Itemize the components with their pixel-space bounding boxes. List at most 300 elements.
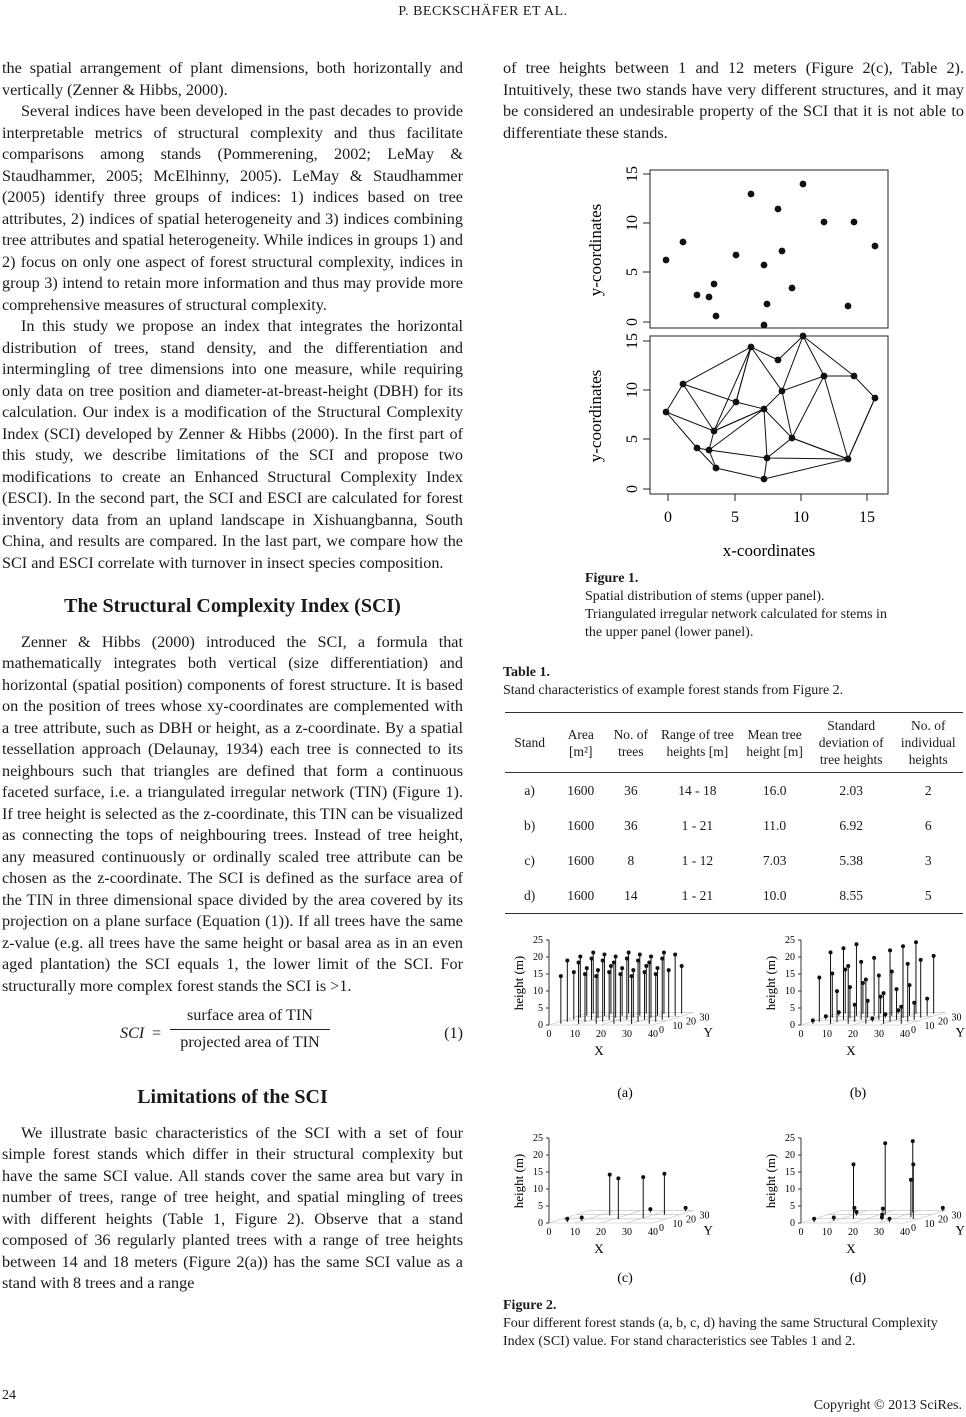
tick-label: 5 — [790, 1003, 795, 1014]
stem-top — [817, 976, 821, 980]
tick-label: 0 — [538, 1020, 543, 1031]
stem-top — [853, 1003, 857, 1007]
tick-label: 20 — [785, 1150, 795, 1161]
stem-top — [578, 954, 582, 958]
table-cell: d) — [505, 878, 554, 914]
stem-top — [627, 950, 631, 954]
table-row — [505, 773, 963, 809]
z-axis-label: height (m) — [763, 1153, 778, 1209]
tick-label: 15 — [859, 509, 875, 526]
grid-line — [853, 1210, 894, 1223]
tick-label: 20 — [848, 1029, 858, 1040]
stem-top — [880, 1213, 884, 1217]
table-cell: b) — [524, 817, 536, 833]
stem-top — [655, 966, 659, 970]
tick-label: 25 — [533, 1133, 543, 1144]
stem-top — [841, 946, 845, 950]
table-cell: 14 - 18 — [678, 782, 717, 798]
tick-label: 40 — [648, 1029, 658, 1040]
tick-label: 0 — [790, 1020, 795, 1031]
paragraph: of tree heights between 1 and 12 meters (Figure 2(c), Table 2). Intuitively, these two stands have very different structures, and it may be considered an undesirable property of the SCI that it is not able to differentiate these stands. — [503, 59, 964, 142]
stem-top — [643, 970, 647, 974]
equation-fraction — [170, 1005, 330, 1053]
table-cell: 16.0 — [762, 782, 787, 798]
grid-line — [801, 1012, 842, 1025]
tick-label: 10 — [672, 1218, 683, 1230]
stem-point — [764, 455, 771, 462]
stem-top — [594, 974, 598, 978]
stem-point — [761, 476, 768, 483]
stem-point — [680, 239, 687, 246]
tick-label: 20 — [785, 952, 795, 963]
table-cell: 1 - 21 — [654, 878, 740, 914]
column-header: No. of individual heights — [893, 713, 963, 773]
tick-label: 20 — [596, 1227, 606, 1238]
stem-top — [673, 952, 677, 956]
tick-label: 20 — [533, 952, 543, 963]
grid-line — [549, 1012, 590, 1025]
stem-point — [789, 435, 796, 442]
stem-top — [649, 954, 653, 958]
lower-y-ticks — [643, 341, 650, 489]
stem-top — [565, 959, 569, 963]
stem-top — [859, 960, 863, 964]
tick-label: 0 — [798, 1029, 804, 1040]
stem-point — [761, 406, 768, 413]
caption-title: Figure 1. — [585, 571, 639, 586]
stem-top — [601, 959, 605, 963]
tick-label: 5 — [624, 268, 641, 276]
stem-point — [845, 303, 852, 310]
tick-label: 10 — [793, 509, 809, 526]
stem-top — [911, 1162, 915, 1166]
tick-label: 10 — [785, 1184, 795, 1195]
column-header: Standard deviation of tree heights — [809, 713, 894, 773]
tick-label: 30 — [951, 1012, 962, 1024]
stem-point — [733, 399, 740, 406]
table-cell: 8.55 — [809, 878, 894, 914]
table-cell: 2 — [924, 782, 932, 798]
stem-top — [912, 1001, 916, 1005]
column-header: Mean tree height [m] — [740, 713, 809, 773]
copyright: Copyright © 2013 SciRes. — [813, 1398, 962, 1413]
table-row — [505, 843, 963, 878]
stem-top — [932, 954, 936, 958]
stem-top — [846, 964, 850, 968]
tick-label: 0 — [659, 1223, 664, 1234]
stem-top — [667, 968, 671, 972]
table-cell: 8 — [627, 852, 635, 868]
equation-lhs: SCI — [120, 1024, 145, 1042]
y-axis-label: Y — [955, 1024, 965, 1040]
panel-a — [511, 935, 714, 1058]
stem-top — [855, 1210, 859, 1214]
stem-top — [596, 968, 600, 972]
tick-label: 20 — [848, 1227, 858, 1238]
tick-label: 0 — [624, 318, 641, 326]
tick-label: 10 — [672, 1020, 683, 1032]
tick-label: 10 — [570, 1029, 580, 1040]
stem-point — [872, 395, 879, 402]
stem-top — [906, 962, 910, 966]
stem-top — [609, 964, 613, 968]
stem-point — [821, 373, 828, 380]
stem-top — [909, 1178, 913, 1182]
stem-top — [648, 1207, 652, 1211]
table-cell: a) — [524, 782, 535, 798]
panel-label: (d) — [849, 1271, 867, 1286]
stem-top — [901, 944, 905, 948]
tick-label: 10 — [624, 215, 641, 231]
tick-label: 20 — [533, 1150, 543, 1161]
table-cell: 3 — [924, 852, 932, 868]
stem-point — [789, 285, 796, 292]
tick-label: 20 — [596, 1029, 606, 1040]
stem-top — [662, 1172, 666, 1176]
table-cell: 1600 — [567, 817, 595, 833]
denominator: projected area of TIN — [180, 1032, 320, 1051]
tick-label: 5 — [731, 509, 739, 526]
section-heading: The Structural Complexity Index (SCI) — [64, 595, 401, 617]
page-number: 24 — [2, 1388, 16, 1403]
stem-point — [748, 191, 755, 198]
stem-top — [883, 1141, 887, 1145]
tick-label: 10 — [785, 986, 795, 997]
table-cell: 1 - 21 — [681, 817, 714, 833]
stem-top — [914, 940, 918, 944]
stem-point — [713, 465, 720, 472]
tick-label: 25 — [785, 935, 795, 946]
stem-top — [630, 974, 634, 978]
paragraph: Zenner & Hibbs (2000) introduced the SCI, a formula that mathematically integrates both vertical (size differentiation) and horizontal (spatial position) components of forest structure. It is based on the position of trees whose xy-coordinates are complemented with a tree attribute, such as DBH or height, as a z-coordinate. By a spatial tessellation approach (Delaunay, 1934) each tree is connected to its neighbours such that triangles are defined that form a continuous faceted surface, i.e. a triangulated irregular network (TIN) (Figure 1). If tree height is selected as the z-coordinate, this TIN can be visualized as connecting the tops of neighbouring trees. Instead of tree height, any measured continuously or ordinally scaled tree attribute can be chosen as the z-coordinate. The SCI is defined as the surface area of the TIN in three dimensional space divided by the area covered by its projection on a plane surface (Equation (1)). If all trees have the same z-value (e.g. all trees have the same height or basal area as in an even aged plantation) the SCI equals 1, the lower limit of the SCI. For structurally more complex forest stands the SCI is >1. — [2, 632, 463, 995]
y-axis-label-upper: y-coordinates — [586, 203, 605, 297]
z-axis-label: height (m) — [511, 1153, 526, 1209]
stem-point — [761, 262, 768, 269]
tick-label: 0 — [790, 1218, 795, 1229]
stem-top — [829, 950, 833, 954]
stem-point — [761, 322, 768, 329]
caption-text: Spatial distribution of stems (upper panel). Triangulated irregular network calculated for stems in the upper panel (lower panel). — [585, 589, 887, 640]
stem-top — [662, 950, 666, 954]
z-axis-label: height (m) — [511, 955, 526, 1011]
table-cell: 1600 — [554, 878, 607, 914]
table-1 — [505, 712, 963, 914]
stem-top — [572, 970, 576, 974]
stem-points-lower — [663, 333, 879, 483]
stem-top — [612, 961, 616, 965]
panel-label: (a) — [617, 1086, 633, 1101]
tick-label: 30 — [622, 1227, 632, 1238]
upper-y-ticks — [643, 174, 650, 322]
stem-top — [877, 974, 881, 978]
stem-point — [779, 388, 786, 395]
stem-top — [895, 987, 899, 991]
stem-point — [779, 248, 786, 255]
tick-label: 0 — [538, 1218, 543, 1229]
stem-top — [911, 1139, 915, 1143]
figure-1-caption — [585, 570, 895, 642]
stem-top — [854, 942, 858, 946]
tick-label: 5 — [790, 1201, 795, 1212]
stem-top — [882, 991, 886, 995]
stem-top — [654, 972, 658, 976]
stem-top — [864, 978, 868, 982]
tick-label: 0 — [798, 1227, 804, 1238]
stem-top — [925, 997, 929, 1001]
tick-label: 0 — [546, 1029, 552, 1040]
paragraph: We illustrate basic characteristics of the SCI with a set of four simple forest stands which differ in their structural complexity but have the same SCI value. All stands cover the same area but vary in number of trees, range of tree height, and spatial mingling of trees with different heights (Table 1, Figure 2). Observe that a stand composed of 36 regularly planted trees with a range of tree heights between 14 and 18 meters (Figure 2(a)) has the same SCI value as a stand with 8 trees and a range — [2, 1123, 463, 1292]
table-cell: 36 — [624, 817, 638, 833]
stem-top — [589, 957, 593, 961]
stem-top — [631, 968, 635, 972]
x-axis-label: X — [846, 1043, 856, 1058]
table-header-row — [505, 713, 963, 773]
stem-point — [764, 301, 771, 308]
numerator: surface area of TIN — [170, 1005, 330, 1030]
tick-label: 30 — [874, 1227, 884, 1238]
tick-label: 40 — [900, 1227, 910, 1238]
stem-top — [647, 961, 651, 965]
tick-label: 40 — [648, 1227, 658, 1238]
table-cell: 2.03 — [839, 782, 863, 798]
tick-label: 15 — [785, 1167, 795, 1178]
stem-point — [711, 428, 718, 435]
tick-label: 10 — [924, 1218, 935, 1230]
stem-top — [812, 1217, 816, 1221]
left-column — [2, 58, 463, 1295]
stem-top — [824, 1014, 828, 1018]
stem-top — [881, 1207, 885, 1211]
panel-d — [763, 1133, 965, 1256]
tick-label: 25 — [533, 935, 543, 946]
tick-label: 30 — [874, 1029, 884, 1040]
equation-number: (1) — [444, 1024, 463, 1042]
stem-point — [694, 292, 701, 299]
lower-y-tick-labels — [624, 333, 641, 493]
stem-point — [711, 281, 718, 288]
stem-top — [888, 1217, 892, 1221]
tick-label: 0 — [911, 1025, 916, 1036]
x-axis-label: x-coordinates — [722, 541, 816, 560]
x-ticks — [668, 494, 867, 501]
paragraph: In this study we propose an index that integrates the horizontal distribution of trees, stand density, and the differentiation and intermingling of tree dimensions into one measure, while requiring only data on tree position and diameter-at-breast-height (DBH) for its calculation. Our index is a modification of the Structural Complexity Index (SCI) developed by Zenner & Hibbs (2000). In the first part of this study, we describe limitations of the SCI and propose two modifications to create an Enhanced Structural Complexity Index (ESCI). In the second part, the SCI and ESCI are calculated for forest inventory data from an upland landscape in Xishuangbanna, South China, and results are compared. In the last part, we compare how the SCI and ESCI correlate with turnover in insect species composition. — [2, 317, 463, 572]
stem-top — [559, 974, 563, 978]
y-axis-label: Y — [703, 1222, 713, 1238]
tick-label: 20 — [686, 1214, 696, 1226]
stem-top — [852, 1162, 856, 1166]
stem-top — [684, 1206, 688, 1210]
stem-top — [941, 1206, 945, 1210]
tick-label: 15 — [785, 969, 795, 980]
table-cell: 5.38 — [839, 852, 863, 868]
tick-label: 5 — [624, 435, 641, 443]
stem-point — [821, 219, 828, 226]
table-1-caption — [503, 664, 963, 700]
stem-top — [899, 1005, 903, 1009]
stem-point — [733, 252, 740, 259]
stem-top — [583, 972, 587, 976]
tick-label: 30 — [622, 1029, 632, 1040]
tick-label: 20 — [938, 1016, 948, 1028]
stem-point — [706, 294, 713, 301]
grid-line — [601, 1012, 642, 1025]
table-cell: 6.92 — [839, 817, 863, 833]
stem-top — [872, 956, 876, 960]
table-cell: 11.0 — [763, 817, 787, 833]
tick-label: 0 — [911, 1223, 916, 1234]
tick-label: 15 — [624, 166, 641, 182]
stem-top — [618, 972, 622, 976]
stem-point — [694, 445, 701, 452]
stem-top — [616, 1176, 620, 1180]
stem-top — [835, 989, 839, 993]
tick-label: 40 — [900, 1029, 910, 1040]
stem-top — [638, 952, 642, 956]
figure-2-caption — [503, 1297, 963, 1351]
stem-top — [852, 1206, 856, 1210]
tick-label: 10 — [822, 1227, 832, 1238]
tick-label: 0 — [664, 509, 672, 526]
tick-label: 10 — [533, 986, 543, 997]
stem-point — [775, 357, 782, 364]
table-row — [505, 808, 963, 843]
stem-top — [636, 959, 640, 963]
table-cell: 6 — [924, 817, 932, 833]
table-cell: 1600 — [567, 782, 595, 798]
tin-network — [666, 336, 875, 479]
tick-label: 0 — [546, 1227, 552, 1238]
stem-top — [832, 1216, 836, 1220]
tick-label: 10 — [924, 1020, 935, 1032]
tick-label: 30 — [951, 1210, 962, 1222]
tick-label: 5 — [538, 1003, 543, 1014]
stem-points-upper — [663, 181, 879, 329]
stem-top — [585, 966, 589, 970]
figure-2 — [505, 925, 965, 1295]
upper-y-tick-labels — [624, 166, 641, 326]
stem-point — [663, 409, 670, 416]
stem-top — [614, 954, 618, 958]
lower-panel-frame — [650, 336, 888, 494]
y-axis-label: Y — [955, 1222, 965, 1238]
tick-label: 25 — [785, 1133, 795, 1144]
column-header: No. of trees — [607, 713, 654, 773]
tick-label: 15 — [624, 333, 641, 349]
equation-1 — [2, 1005, 463, 1065]
table-cell: 7.03 — [762, 852, 787, 868]
x-axis-label: X — [846, 1241, 856, 1256]
tick-label: 10 — [822, 1029, 832, 1040]
tick-label: 15 — [533, 969, 543, 980]
stem-point — [748, 344, 755, 351]
tick-label: 20 — [686, 1016, 696, 1028]
table-cell: 1600 — [567, 852, 595, 868]
stem-top — [625, 957, 629, 961]
stem-top — [580, 1216, 584, 1220]
stem-top — [577, 961, 581, 965]
stem-top — [565, 1217, 569, 1221]
stem-point — [800, 181, 807, 188]
stem-top — [680, 964, 684, 968]
stem-point — [680, 381, 687, 388]
paragraph: the spatial arrangement of plant dimensions, both horizontally and vertically (Zenner & Hibbs, 2000). — [2, 59, 463, 99]
x-axis-label: X — [594, 1043, 604, 1058]
stem-point — [845, 456, 852, 463]
panel-c — [511, 1133, 714, 1256]
stem-point — [800, 333, 807, 340]
paragraph: Several indices have been developed in the past decades to provide interpretable metrics of structural complexity and thus facilitate comparisons among stands (Pommerening, 2002; LeMay & Staudhammer, 2005; McElhinny, 2005). LeMay & Staudhammer (2005) identify three groups of indices: 1) indices based on tree attributes, 2) indices of spatial heterogeneity and 3) indices combining tree attributes and spatial heterogeneity. While indices in groups 1) and 2) focus on only one aspect of forest structural complexity, indices in group 3) intend to retain more information and thus may provide more comprehensive measures of structural complexity. — [2, 102, 463, 314]
stem-top — [660, 957, 664, 961]
tick-label: 0 — [624, 485, 641, 493]
grid-line — [627, 1210, 668, 1223]
stem-point — [851, 219, 858, 226]
stem-top — [607, 970, 611, 974]
stem-top — [870, 1016, 874, 1020]
stem-top — [888, 948, 892, 952]
panel-b — [763, 935, 965, 1058]
column-header: Area [m²] — [554, 713, 607, 773]
table-row — [505, 878, 963, 914]
stem-top — [608, 1173, 612, 1177]
z-axis-label: height (m) — [763, 955, 778, 1011]
stem-point — [775, 206, 782, 213]
table-cell: 1 - 12 — [681, 852, 714, 868]
stem-point — [713, 313, 720, 320]
tick-label: 30 — [699, 1012, 710, 1024]
section-heading: Limitations of the SCI — [137, 1086, 328, 1108]
grid-line — [601, 1210, 642, 1223]
column-header: Stand — [505, 713, 554, 773]
caption-text: Four different forest stands (a, b, c, d) having the same Structural Complexity Index (SCI) value. For stand characteristics see Tables 1 and 2. — [503, 1316, 938, 1349]
tick-label: 20 — [938, 1214, 948, 1226]
panel-label: (c) — [617, 1271, 633, 1286]
y-axis-label: Y — [703, 1024, 713, 1040]
stem-top — [591, 950, 595, 954]
right-column — [503, 58, 964, 144]
tick-label: 10 — [570, 1227, 580, 1238]
table-cell: 14 — [607, 878, 654, 914]
tick-label: 10 — [624, 382, 641, 398]
stem-top — [919, 958, 923, 962]
table-cell: 10.0 — [740, 878, 809, 914]
x-axis-label: X — [594, 1241, 604, 1256]
x-tick-labels — [664, 509, 875, 526]
stem-point — [706, 447, 713, 454]
stem-top — [602, 952, 606, 956]
y-axis-label-lower: y-coordinates — [586, 369, 605, 463]
stem-top — [811, 1018, 815, 1022]
caption-text: Stand characteristics of example forest stands from Figure 2. — [503, 683, 844, 698]
tick-label: 15 — [533, 1167, 543, 1178]
table-cell: 5 — [893, 878, 963, 914]
stem-top — [641, 1175, 645, 1179]
stem-top — [620, 966, 624, 970]
tick-label: 30 — [699, 1210, 710, 1222]
running-header: P. BECKSCHÄFER ET AL. — [398, 4, 568, 19]
stem-point — [663, 257, 670, 264]
stem-point — [851, 373, 858, 380]
table-cell: 36 — [624, 782, 638, 798]
tick-label: 0 — [659, 1025, 664, 1036]
column-header: Range of tree heights [m] — [654, 713, 740, 773]
figure-1 — [585, 158, 895, 568]
stem-top — [644, 964, 648, 968]
tick-label: 5 — [538, 1201, 543, 1212]
caption-title: Figure 2. — [503, 1298, 557, 1313]
stem-point — [872, 243, 879, 250]
table-cell: c) — [524, 852, 535, 868]
caption-title: Table 1. — [503, 665, 550, 680]
